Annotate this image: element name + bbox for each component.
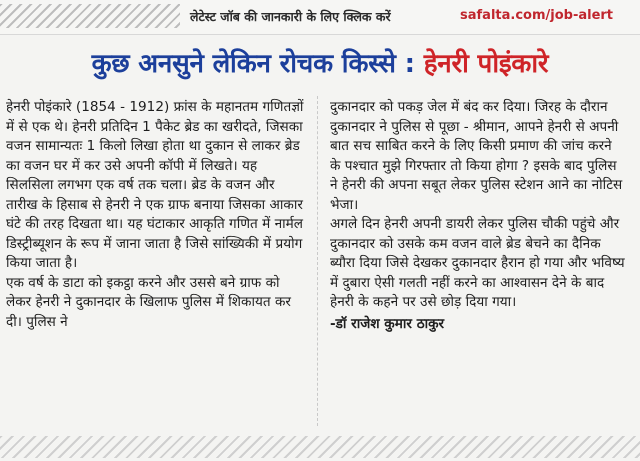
decorative-stripe-bottom bbox=[0, 436, 640, 458]
title-name: हेनरी पोइंकारे bbox=[423, 49, 549, 79]
article-paragraph: अगले दिन हेनरी अपनी डायरी लेकर पुलिस चौकी पहुंचे और दुकानदार को उसके कम वजन वाले ब्रेड बेचने का दैनिक ब्यौरा दिया जिसे देखकर दुकानदार हैरान हो गया और भविष्य में दुबारा ऐसी गलती नहीं करने का आश्वासन देने के बाद हेनरी के कहने पर उसे छोड़ दिया गया। bbox=[330, 216, 625, 310]
top-banner-text: लेटेस्ट जॉब की जानकारी के लिए क्लिक करें bbox=[190, 9, 391, 24]
article-right-column bbox=[330, 98, 626, 334]
author-signature: -डॉ राजेश कुमार ठाकुर bbox=[330, 315, 445, 332]
article-paragraph: हेनरी पोइंकारे (1854 - 1912) फ्रांस के महानतम गणितज्ञों में से एक थे। हेनरी प्रतिदिन 1 पैकेट ब्रेड का खरीदते, जिसका वजन सामान्यतः 1 किलो लिखा होता था दुकान से लाकर ब्रेड का वजन घर में कर उसे अपनी कॉपी में लिखते। यह सिलसिला लगभग एक वर्ष तक चला। ब्रेड के वजन और तारीख के हिसाब से हेनरी ने एक ग्राफ बनाया जिसका आकार घंटे की तरह दिखता था। यह घंटाकार आकृति गणित में नार्मल डिस्ट्रीब्यूशन के रूप में जाना जाता है जिसे सांख्यिकी में प्रयोग किया जाता है। bbox=[6, 99, 304, 271]
article-left-column bbox=[6, 98, 306, 332]
article-paragraph: दुकानदार को पकड़ जेल में बंद कर दिया। जिरह के दौरान दुकानदार ने पुलिस से पूछा - श्रीमान, आपने हेनरी से अपनी बात सच साबित करने के लिए किसी प्रमाण की जांच करने के पश्चात मुझे गिरफ्तार तो किया होगा ? इसके बाद पुलिस ने हेनरी की अपना सबूत लेकर पुलिस स्टेशन आने का नोटिस भेजा। bbox=[330, 99, 623, 213]
decorative-stripe bbox=[0, 4, 180, 28]
article-paragraph: एक वर्ष के डाटा को इकट्ठा करने और उससे बने ग्राफ को लेकर हेनरी ने दुकानदार के खिलाफ पुलिस में शिकायत कर दी। पुलिस ने bbox=[6, 274, 291, 330]
top-banner bbox=[0, 0, 640, 35]
column-divider bbox=[317, 96, 318, 426]
page-title bbox=[0, 44, 640, 80]
title-main: कुछ अनसुने लेकिन रोचक किस्से : bbox=[91, 49, 415, 79]
job-alert-link[interactable]: safalta.com/job-alert bbox=[460, 8, 614, 23]
